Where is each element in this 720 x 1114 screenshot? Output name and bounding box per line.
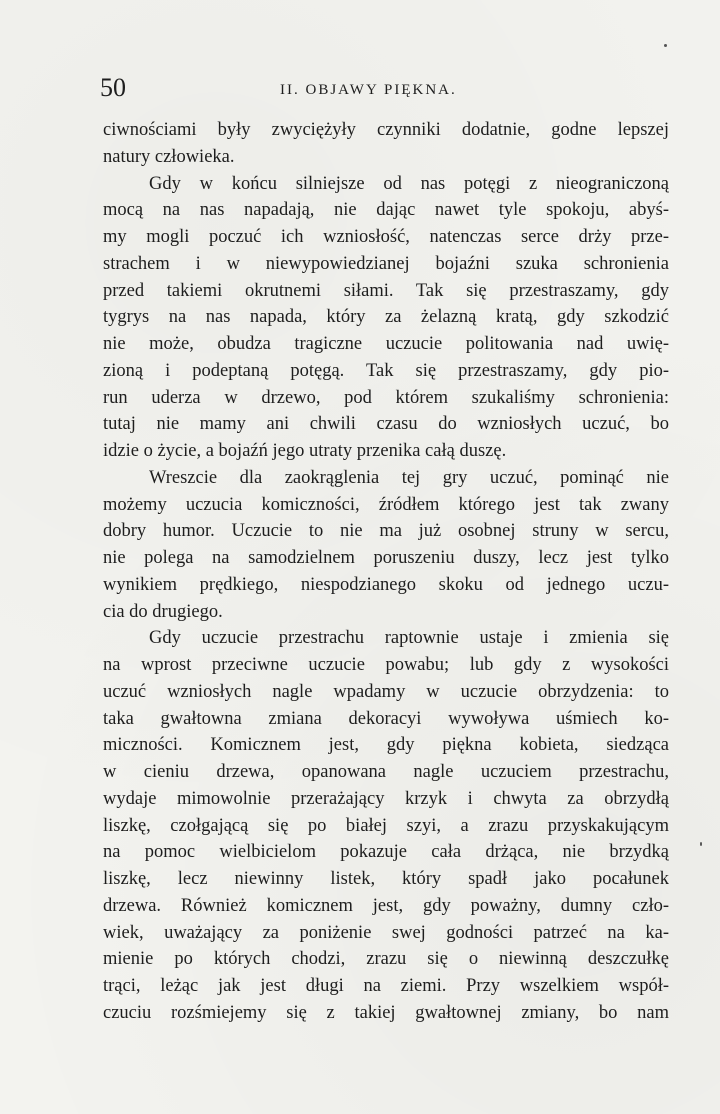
text-line: Gdy w końcu silniejsze od nas potęgi z nieograniczoną — [149, 173, 669, 194]
text-line: trąci, leżąc jak jest długi na ziemi. Przy wszelkiem współ- — [103, 976, 669, 996]
text-line: strachem i w niewypowiedzianej bojaźni szuka schronienia — [103, 253, 669, 274]
text-line: na pomoc wielbicielom pokazuje cała drżąca, nie brzydką — [103, 842, 669, 863]
text-line: nie może, obudza tragiczne uczucie politowania nad uwię- — [103, 334, 669, 354]
body-text — [103, 117, 669, 1027]
text-line: uczuć wzniosłych nagle wpadamy w uczucie obrzydzenia: to — [103, 681, 669, 702]
chapter-title: II. OBJAWY PIĘKNA. — [280, 82, 457, 98]
running-head — [100, 70, 670, 106]
text-line: możemy uczucia komiczności, źródłem którego jest tak zwany — [103, 494, 669, 515]
page-number: 50 — [100, 73, 126, 102]
text-line: cia do drugiego. — [103, 601, 223, 622]
text-line: nie polega na samodzielnem poruszeniu duszy, lecz jest tylko — [103, 548, 669, 568]
print-speck — [700, 842, 702, 846]
text-line: przed takiemi okrutnemi siłami. Tak się przestraszamy, gdy — [103, 280, 669, 301]
text-line: mienie po których chodzi, zrazu się o niewinną deszczułkę — [103, 949, 669, 970]
text-line: run uderza w drzewo, pod którem szukaliśmy schronienia: — [103, 387, 669, 408]
text-line: wydaje mimowolnie przerażający krzyk i chwyta za obrzydłą — [103, 788, 669, 809]
text-line: miczności. Komicznem jest, gdy piękna kobieta, siedząca — [103, 735, 669, 756]
text-line: wynikiem prędkiego, niespodzianego skoku od jednego uczu- — [103, 574, 669, 595]
text-line: w cieniu drzewa, opanowana nagle uczuciem przestrachu, — [103, 762, 669, 782]
text-line: zioną i podeptaną potęgą. Tak się przestraszamy, gdy pio- — [103, 360, 669, 381]
text-line: na wprost przeciwne uczucie powabu; lub gdy z wysokości — [103, 655, 669, 675]
text-line: taka gwałtowna zmiana dekoracyi wywoływa uśmiech ko- — [103, 708, 669, 729]
text-line: liszkę, czołgającą się po białej szyi, a zrazu przyskakującym — [103, 815, 669, 836]
print-speck — [664, 44, 667, 47]
text-line: wiek, uważający za poniżenie swej godności patrzeć na ka- — [103, 922, 669, 943]
text-line: tutaj nie mamy ani chwili czasu do wzniosłych uczuć, bo — [103, 414, 669, 435]
text-line: mocą na nas napadają, nie dając nawet tyle spokoju, abyś- — [103, 200, 669, 221]
text-line: idzie o życie, a bojaźń jego utraty przenika całą duszę. — [103, 441, 507, 461]
text-line: natury człowieka. — [103, 146, 235, 167]
text-line: tygrys na nas napada, który za żelazną kratą, gdy szkodzić — [103, 307, 669, 328]
text-line: drzewa. Również komicznem jest, gdy poważny, dumny czło- — [103, 895, 669, 916]
text-line: Wreszcie dla zaokrąglenia tej gry uczuć, pominąć nie — [149, 467, 669, 488]
text-line: czuciu rozśmiejemy się z takiej gwałtownej zmiany, bo nam — [103, 1002, 669, 1023]
text-line: dobry humor. Uczucie to nie ma już osobnej struny w sercu, — [103, 521, 669, 542]
text-line: my mogli poczuć ich wzniosłość, natenczas serce drży prze- — [103, 227, 669, 247]
text-line: liszkę, lecz niewinny listek, który spadł jako pocałunek — [103, 869, 669, 889]
text-line: ciwnościami były zwyciężyły czynniki dodatnie, godne lepszej — [103, 120, 669, 140]
text-line: Gdy uczucie przestrachu raptownie ustaje i zmienia się — [149, 628, 669, 649]
